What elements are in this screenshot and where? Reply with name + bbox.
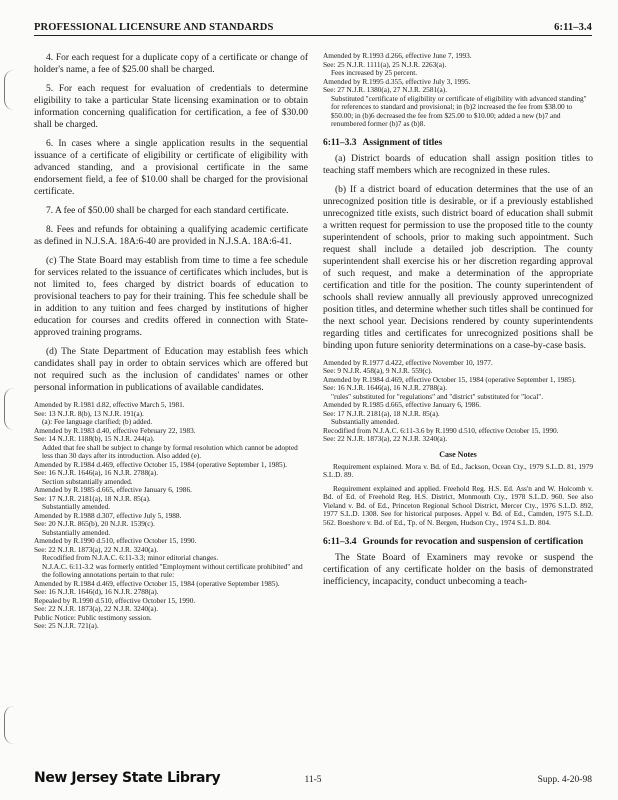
history-entry: Section substantially amended. xyxy=(42,476,133,486)
history-notes xyxy=(34,401,308,631)
library-stamp: New Jersey State Library xyxy=(34,770,221,786)
section-heading-3-3 xyxy=(323,137,593,149)
history-entry: Amended by R.1977 d.422, effective November 10, 1977. xyxy=(323,357,493,367)
section-title: Grounds for revocation and suspension of certification xyxy=(362,536,584,547)
paragraph-b6: 6. In cases where a single application results in the sequential issuance of a certificate of eligibility or certificate of eligibility with advanced standing, and a provisional certificate in the same endorsement field, a fee of $10.00 shall be charged for the provisional certificate. xyxy=(34,139,308,197)
history-entry: Amended by R.1985 d.665, effective January 6, 1986. xyxy=(34,485,192,494)
history-entry: See: 16 N.J.R. 1646(a), 16 N.J.R. 2788(a). xyxy=(34,468,159,477)
history-entry: Substituted "certificate of eligibility or certificate of eligibility with advanced standing" for references to standard and provisional; in (b)2 increased the fee from $38.00 to $50.00; in (b)6 decreased the fee from $25.00 to $10.00; added a new (b)7 and renumbered former (b)7 as (b)8. xyxy=(331,93,587,128)
history-entry: Recodified from N.J.A.C. 6:11-3.6 by R.1990 d.510, effective October 15, 1990. xyxy=(323,425,559,435)
margin-scan-mark xyxy=(4,706,17,744)
history-entry: See: 17 N.J.R. 2181(a), 18 N.J.R. 85(a). xyxy=(323,408,440,418)
page-number: 11-5 xyxy=(304,775,322,785)
case-notes-heading: Case Notes xyxy=(439,449,477,459)
paragraph-3-3-a: (a) District boards of education shall assign position titles to teaching staff members which are recognized in these rules. xyxy=(323,153,593,176)
paragraph-d: (d) The State Department of Education may establish fees which candidates shall pay in order to obtain services which are offered but not required such as the inclusion of candidates' names or other personal information in publications of available candidates. xyxy=(34,347,308,393)
history-entry: Amended by R.1988 d.307, effective July 5, 1988. xyxy=(34,510,182,520)
history-entry: Substantially amended. xyxy=(331,417,400,426)
history-entry: Substantially amended. xyxy=(42,527,111,537)
history-entry: See: 9 N.J.R. 458(a), 9 N.J.R. 559(c). xyxy=(323,366,433,375)
history-entry: N.J.A.C. 6:11-3.2 was formerly entitled "Employment without certificate prohibited" and the following annotations pertain to that rule: xyxy=(42,561,303,579)
header-title: PROFESSIONAL LICENSURE AND STANDARDS xyxy=(34,22,274,33)
history-entry: See: 22 N.J.R. 1873(a), 22 N.J.R. 3240(a). xyxy=(34,544,159,554)
paragraph-b4: 4. For each request for a duplicate copy of a certificate or change of holder's name, a fee of $25.00 shall be charged. xyxy=(34,53,308,75)
history-entry: Amended by R.1981 d.82, effective March 5, 1981. xyxy=(34,400,185,409)
paragraph-3-3-b: (b) If a district board of education determines that the use of an unrecognized position title is desirable, or if a previously established unrecognized title exists, such district board of education shall submit a written request for permission to use the proposed title to the county superintendent of schools, prior to making such appointment. Such request shall include a detailed job description. The county superintendent shall exercise his or her discretion regarding approval of such request, and make a determination of the appropriate certification and title for the position. The county superintendent of schools shall review annually all previously approved unrecognized position titles, and determine whether such titles shall be continued for the next school year. Decisions rendered by county superintendents regarding titles and certificates for unrecognized positions shall be binding upon future seniority determinations on a case-by-case basis. xyxy=(323,184,593,351)
history-entry: See: 27 N.J.R. 1380(a), 27 N.J.R. 2581(a). xyxy=(323,85,448,94)
left-column xyxy=(34,52,308,637)
history-entry: See: 17 N.J.R. 2181(a), 18 N.J.R. 85(a). xyxy=(34,493,151,503)
history-entry: Recodified from N.J.A.C. 6:11-3.3; minor editorial changes. xyxy=(42,553,219,562)
history-entry: See: 20 N.J.R. 865(b), 20 N.J.R. 1539(c). xyxy=(34,519,155,528)
history-entry: Public Notice: Public testimony session. xyxy=(34,612,152,622)
paragraph-b8: 8. Fees and refunds for obtaining a qualifying academic certificate as defined in N.J.S.A. 18A:6-40 are provided in N.J.S.A. 18A:6-41. xyxy=(34,225,308,247)
section-number: 6:11–3.4 xyxy=(323,536,357,547)
history-notes xyxy=(323,359,593,444)
paragraph-b7: 7. A fee of $50.00 shall be charged for each standard certificate. xyxy=(46,206,289,216)
history-entry: See: 13 N.J.R. 8(b), 13 N.J.R. 191(a). xyxy=(34,408,144,418)
page-footer xyxy=(34,770,592,786)
history-entry: Substantially amended. xyxy=(42,502,111,511)
history-entry: Fees increased by 25 percent. xyxy=(331,68,418,77)
right-column xyxy=(323,52,593,595)
margin-scan-mark xyxy=(4,70,17,110)
history-entry: Amended by R.1995 d.355, effective July 3, 1995. xyxy=(323,76,471,86)
history-entry: See: 16 N.J.R. 1646(a), 16 N.J.R. 2788(a). xyxy=(323,383,448,392)
paragraph-b5: 5. For each request for evaluation of credentials to determine eligibility to take a particular State licensing examination or to obtain information concerning qualification for certification, a fee of $30.00 shall be charged. xyxy=(34,84,308,130)
running-header xyxy=(34,22,592,36)
supplement-date: Supp. 4-20-98 xyxy=(537,775,592,785)
header-section-number: 6:11–3.4 xyxy=(554,22,592,33)
margin-scan-mark xyxy=(4,388,17,430)
history-entry: Amended by R.1985 d.665, effective January 6, 1986. xyxy=(323,400,481,409)
history-entry: See: 16 N.J.R. 1646(d), 16 N.J.R. 2788(a). xyxy=(34,587,159,596)
history-entry: See: 25 N.J.R. 1111(a), 25 N.J.R. 2263(a). xyxy=(323,59,447,69)
case-note: Requirement explained and applied. Freehold Reg. H.S. Ed. Ass'n and W. Holcomb v. Bd. of Ed. of Freehold Reg. H.S. District, Monmouth Cty., 1978 S.L.D. 960. See also Vieland v. Bd. of Ed., Princeton Regional School District, Mercer Cty., 1976 S.L.D. 892, 1977 S.L.D. 1308. See for historical purposes. Appel v. Bd. of Ed., Camden, 1975 S.L.D. 562. Boeshore v. Bd. of Ed., Tp. of N. Bergen, Hudson Cty., 1974 S.L.D. 804. xyxy=(323,483,593,528)
history-entry: Amended by R.1984 d.469, effective October 15, 1984 (operative September 1, 1985). xyxy=(34,459,287,469)
history-entry: Amended by R.1983 d.40, effective February 22, 1983. xyxy=(34,425,196,435)
section-heading-3-4 xyxy=(323,536,593,548)
history-entry: Added that fee shall be subject to change by formal resolution which cannot be adopted less than 30 days after its introduction. Also added (e). xyxy=(42,442,298,460)
paragraph-c: (c) The State Board may establish from time to time a fee schedule for services related to the issuance of certificates which includes, but is not limited to, fees charged by district boards of education to provisional teachers to pay for their training. This fee schedule shall be in addition to any tuition and fees charged by institutions of higher education for courses and credits offered in connection with State-approved training programs. xyxy=(34,256,308,338)
case-note: Requirement explained. Mora v. Bd. of Ed., Jackson, Ocean Cty., 1979 S.L.D. 81, 1979 S.L.D. 89. xyxy=(323,461,593,480)
history-entry: (a): Fee language clarified; (b) added. xyxy=(42,417,153,426)
history-entry: See: 22 N.J.R. 1873(a), 22 N.J.R. 3240(a). xyxy=(34,604,159,613)
history-entry: Amended by R.1984 d.469, effective October 15, 1984 (operative September 1, 1985). xyxy=(323,374,576,384)
history-entry: "rules" substituted for "regulations" and "district" substituted for "local". xyxy=(331,391,544,401)
history-entry: See: 22 N.J.R. 1873(a), 22 N.J.R. 3240(a). xyxy=(323,434,448,443)
history-entry: See: 14 N.J.R. 1188(b), 15 N.J.R. 244(a). xyxy=(34,434,155,443)
history-notes xyxy=(323,52,593,129)
history-entry: Amended by R.1993 d.266, effective June 7, 1993. xyxy=(323,51,472,60)
history-entry: Repealed by R.1990 d.510, effective October 15, 1990. xyxy=(34,595,196,605)
history-entry: Amended by R.1984 d.469, effective October 15, 1984 (operative September 1985). xyxy=(34,578,280,588)
history-entry: See: 25 N.J.R. 721(a). xyxy=(34,621,99,630)
paragraph-3-4: The State Board of Examiners may revoke or suspend the certification of any certificate holder on the basis of demonstrated inefficiency, incapacity, conduct unbecoming a teach- xyxy=(323,552,593,587)
section-title: Assignment of titles xyxy=(362,137,443,148)
section-number: 6:11–3.3 xyxy=(323,137,357,148)
history-entry: Amended by R.1990 d.510, effective October 15, 1990. xyxy=(34,536,197,545)
